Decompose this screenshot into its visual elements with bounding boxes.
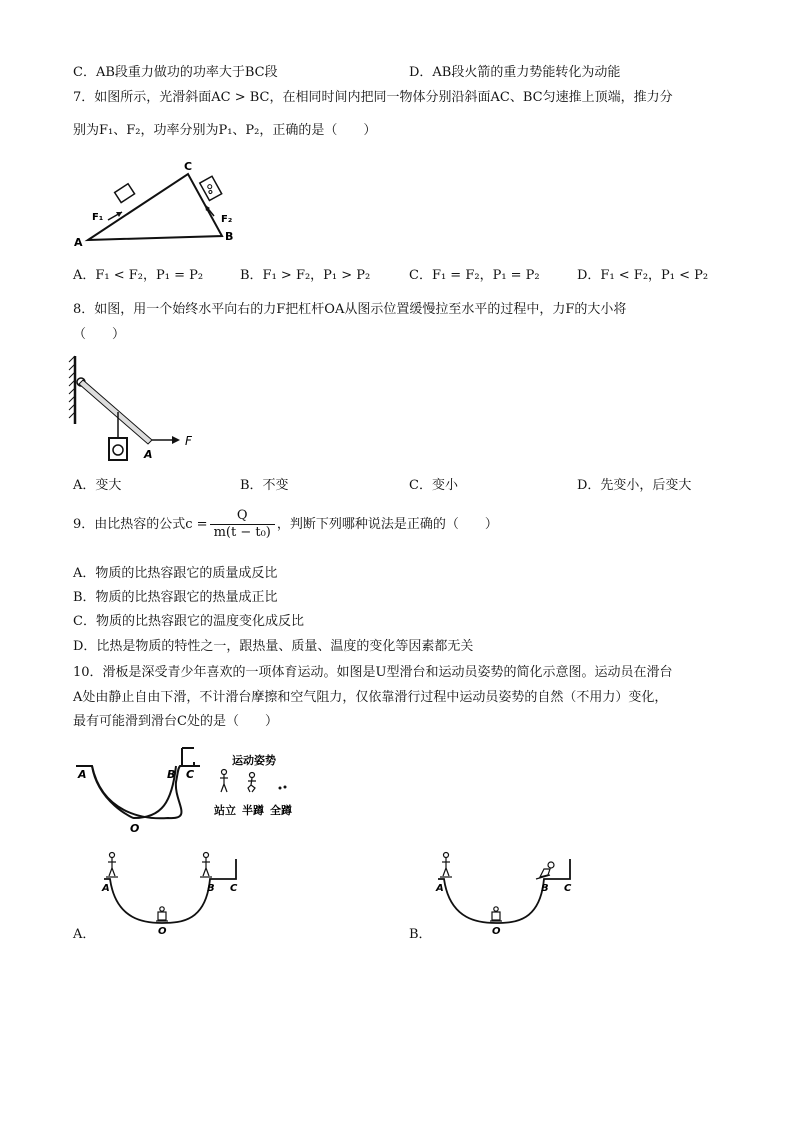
label-o: O — [492, 926, 501, 937]
q8-option-a: A．变大 — [73, 478, 122, 493]
skater-at-a — [106, 853, 118, 878]
hanging-weight — [109, 438, 127, 460]
q10-option-a: A． — [73, 927, 96, 942]
label-f1: F₁ — [92, 212, 104, 223]
pose-half-squat-icon — [248, 773, 256, 793]
label-b: B — [167, 768, 176, 781]
label-c: C — [230, 883, 238, 894]
label-a: A — [144, 448, 153, 461]
label-c: C — [184, 160, 193, 173]
q7-stem-line1: 7．如图所示，光滑斜面AC > BC，在相同时间内把同一物体分别沿斜面AC、BC匀速推上顶端，推力分 — [73, 90, 673, 105]
label-a: A — [78, 768, 87, 781]
label-f2: F₂ — [221, 214, 233, 225]
q9-option-a: A．物质的比热容跟它的质量成反比 — [73, 566, 278, 581]
u-ramp-a — [104, 859, 236, 923]
label-b: B — [541, 883, 549, 894]
q10-ramp-figure — [72, 742, 312, 835]
label-f: F — [185, 434, 192, 448]
label-a: A — [102, 883, 110, 894]
q9-stem-post: ，判断下列哪种说法是正确的（ ） — [276, 517, 498, 532]
pose-stand-label: 站立 — [214, 804, 236, 817]
pose-full-label: 全蹲 — [270, 804, 292, 817]
label-a: A — [436, 883, 444, 894]
q7-option-c: C．F₁ = F₂，P₁ = P₂ — [409, 268, 540, 283]
q8-option-d: D．先变小，后变大 — [577, 478, 692, 493]
q7-option-d: D．F₁ < F₂，P₁ < P₂ — [577, 268, 709, 283]
q10-stem-line2: A处由静止自由下滑，不计滑台摩擦和空气阻力，仅依靠滑行过程中运动员姿势的自然（不用力）变化， — [73, 690, 668, 705]
q10-option-a-figure — [96, 845, 256, 935]
q9-option-c: C．物质的比热容跟它的温度变化成反比 — [73, 614, 304, 629]
skater-at-b-crouched — [536, 862, 554, 879]
q10-stem-line1: 10．滑板是深受青少年喜欢的一项体育运动。如图是U型滑台和运动员姿势的简化示意图。运动员在滑台 — [73, 665, 673, 680]
label-b: B — [207, 883, 215, 894]
label-b: B — [225, 230, 234, 243]
lever-rod — [79, 380, 152, 444]
q6-option-d: D．AB段火箭的重力势能转化为动能 — [409, 65, 621, 80]
specific-heat-formula — [210, 508, 275, 541]
label-c: C — [186, 768, 195, 781]
skater-at-o — [156, 907, 168, 921]
q10-option-b-figure — [430, 845, 590, 935]
u-ramp — [76, 762, 200, 818]
q6-option-c: C．AB段重力做功的功率大于BC段 — [73, 65, 278, 80]
label-o: O — [130, 822, 140, 835]
q7-option-b: B．F₁ > F₂，P₁ > P₂ — [240, 268, 371, 283]
label-o: O — [158, 926, 167, 937]
q8-option-b: B．不变 — [240, 478, 289, 493]
q7-incline-figure — [70, 160, 250, 250]
q8-lever-figure — [68, 354, 208, 464]
q8-stem-line1: 8．如图，用一个始终水平向右的力F把杠杆OA从图示位置缓慢拉至水平的过程中，力F的大小将 — [73, 302, 627, 317]
q9-stem-pre: 9．由比热容的公式c = — [73, 517, 208, 532]
label-c: C — [564, 883, 572, 894]
label-a: A — [74, 236, 83, 249]
pose-half-label: 半蹲 — [242, 804, 264, 817]
q10-option-b: B． — [409, 927, 432, 942]
block-on-bc — [200, 176, 222, 200]
q9-option-b: B．物质的比热容跟它的热量成正比 — [73, 590, 278, 605]
q9-stem — [73, 507, 498, 543]
formula-denominator: m(t − t₀) — [213, 525, 271, 540]
skater-at-a — [440, 853, 452, 878]
pose-title: 运动姿势 — [232, 754, 276, 767]
q9-option-d: D．比热是物质的特性之一，跟热量、质量、温度的变化等因素都无关 — [73, 639, 474, 654]
pose-stand-icon — [220, 770, 228, 793]
q10-stem-line3: 最有可能滑到滑台C处的是（ ） — [73, 714, 278, 729]
q8-option-c: C．变小 — [409, 478, 458, 493]
block-on-ac — [115, 184, 135, 203]
q7-stem-line2: 别为F₁、F₂，功率分别为P₁、P₂，正确的是（ ） — [73, 123, 377, 138]
q8-stem-line2: （ ） — [73, 327, 126, 342]
q7-option-a: A．F₁ < F₂，P₁ = P₂ — [73, 268, 204, 283]
skater-at-b — [200, 853, 212, 878]
pose-full-squat-icon — [279, 786, 287, 790]
skater-at-o — [490, 907, 502, 921]
formula-numerator: Q — [210, 508, 275, 525]
